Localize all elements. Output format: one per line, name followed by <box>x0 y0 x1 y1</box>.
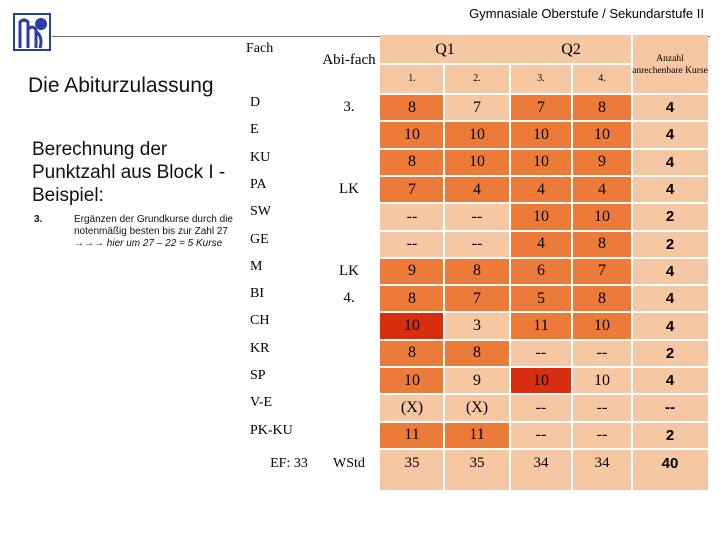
footer-sum: 34 <box>533 455 549 472</box>
grade-value: 8 <box>408 153 416 171</box>
grade-value: -- <box>471 207 483 225</box>
grade-value: 10 <box>594 317 610 335</box>
subject-label: PA <box>250 176 267 192</box>
header-abifach: Abi-fach <box>322 52 376 68</box>
subject-label: D <box>250 95 261 110</box>
grade-value: 10 <box>469 153 485 171</box>
grade-value: -- <box>406 207 418 225</box>
abifach-label: LK <box>339 181 359 198</box>
grade-value: -- <box>535 344 547 362</box>
grade-value: 4 <box>473 180 481 198</box>
grade-value: 9 <box>408 262 416 280</box>
abifach-label: 4. <box>343 290 355 307</box>
header-q1: Q1 <box>435 40 455 58</box>
count-value: 2 <box>665 235 675 253</box>
footer-total: 40 <box>661 455 679 473</box>
grade-value: -- <box>471 235 483 253</box>
grade-value: 7 <box>473 289 481 307</box>
subject-label: GE <box>250 231 269 247</box>
grade-value: 10 <box>404 371 420 389</box>
subject-label: KU <box>250 149 271 165</box>
header-fach: Fach <box>246 41 274 56</box>
count-value: 4 <box>665 372 675 390</box>
subject-label: PK-KU <box>250 422 293 438</box>
grade-value: 8 <box>473 262 481 280</box>
grade-value: 11 <box>469 426 485 444</box>
grade-value: 9 <box>598 153 606 171</box>
subject-label: V-E <box>250 395 273 411</box>
abifach-label: 3. <box>343 99 355 116</box>
header-semester: 4. <box>598 73 606 84</box>
page-title: Die Abiturzulassung <box>28 74 214 97</box>
subject-label: BI <box>250 286 264 302</box>
footer-sum: 35 <box>404 455 420 472</box>
grade-value: 7 <box>598 262 606 280</box>
step-note: hier um 27 – 22 = 5 Kurse <box>106 238 223 249</box>
count-value: 4 <box>665 262 675 280</box>
grade-value: 8 <box>598 235 606 253</box>
header-anzahl: Anzahl anrechenbare Kurse <box>632 53 708 76</box>
grade-value: 4 <box>598 180 606 198</box>
grade-value: 10 <box>533 153 549 171</box>
footer-sum: 34 <box>594 455 610 472</box>
footer-sum: 35 <box>469 455 485 472</box>
grade-table <box>240 35 709 490</box>
grade-value: -- <box>406 235 418 253</box>
grade-value: 11 <box>404 426 420 444</box>
count-value: 4 <box>665 181 675 199</box>
subject-label: E <box>250 122 259 138</box>
grade-value: 10 <box>404 317 420 335</box>
count-value: 4 <box>665 317 675 335</box>
grade-value: 3 <box>473 317 481 335</box>
page-subtitle: Berechnung der Punktzahl aus Block I - Beispiel: <box>32 139 226 206</box>
count-value: 4 <box>665 153 675 171</box>
step-number: 3. <box>34 214 43 225</box>
header-q2: Q2 <box>561 40 581 58</box>
grade-value: 11 <box>533 317 549 335</box>
abifach-label: LK <box>339 262 359 279</box>
school-logo-icon <box>10 8 54 56</box>
subject-label: KR <box>250 340 270 356</box>
count-value: 4 <box>665 126 675 144</box>
grade-value: 8 <box>598 289 606 307</box>
grade-value: 10 <box>594 207 610 225</box>
header-title: Gymnasiale Oberstufe / Sekundarstufe II <box>469 6 704 21</box>
count-value: 2 <box>665 208 675 226</box>
grade-value: 10 <box>594 125 610 143</box>
grade-value: 8 <box>408 344 416 362</box>
grade-value: (X) <box>400 398 424 416</box>
count-value: 2 <box>665 426 675 444</box>
subject-label: SP <box>250 368 266 383</box>
grade-value: 8 <box>473 344 481 362</box>
grade-value: 6 <box>537 262 545 280</box>
count-value: 2 <box>665 344 675 362</box>
grade-value: -- <box>596 426 608 444</box>
grade-value: -- <box>535 398 547 416</box>
step-description <box>74 214 239 250</box>
grade-value: 10 <box>533 371 549 389</box>
grade-value: 10 <box>594 371 610 389</box>
header-semester: 2. <box>473 73 481 84</box>
arrow-icon: →→→ <box>74 238 104 249</box>
grade-value: (X) <box>465 398 489 416</box>
grade-value: -- <box>535 426 547 444</box>
grade-value: 4 <box>537 180 545 198</box>
grade-value: -- <box>596 344 608 362</box>
header-semester: 3. <box>537 73 545 84</box>
grade-value: 7 <box>537 98 545 116</box>
footer-ef: EF: 33 <box>270 455 308 471</box>
grade-value: 7 <box>473 98 481 116</box>
grade-value: 8 <box>408 98 416 116</box>
grade-value: 8 <box>598 98 606 116</box>
count-value: 4 <box>665 99 675 117</box>
subject-label: SW <box>250 204 271 220</box>
step-text: Ergänzen der Grundkurse durch die notenmäßig besten bis zur Zahl 27 <box>74 214 233 237</box>
grade-value: -- <box>596 398 608 416</box>
grade-value: 4 <box>537 235 545 253</box>
count-value: -- <box>665 399 675 417</box>
grade-value: 9 <box>473 371 481 389</box>
footer-wstd: WStd <box>333 455 365 471</box>
grade-value: 10 <box>533 125 549 143</box>
subject-label: M <box>250 258 263 274</box>
subject-label: CH <box>250 313 270 329</box>
count-value: 4 <box>665 290 675 308</box>
grade-value: 5 <box>537 289 545 307</box>
grade-value: 10 <box>404 125 420 143</box>
grade-value: 10 <box>533 207 549 225</box>
grade-value: 7 <box>408 180 416 198</box>
header-semester: 1. <box>408 73 416 84</box>
grade-value: 8 <box>408 289 416 307</box>
grade-value: 10 <box>469 125 485 143</box>
